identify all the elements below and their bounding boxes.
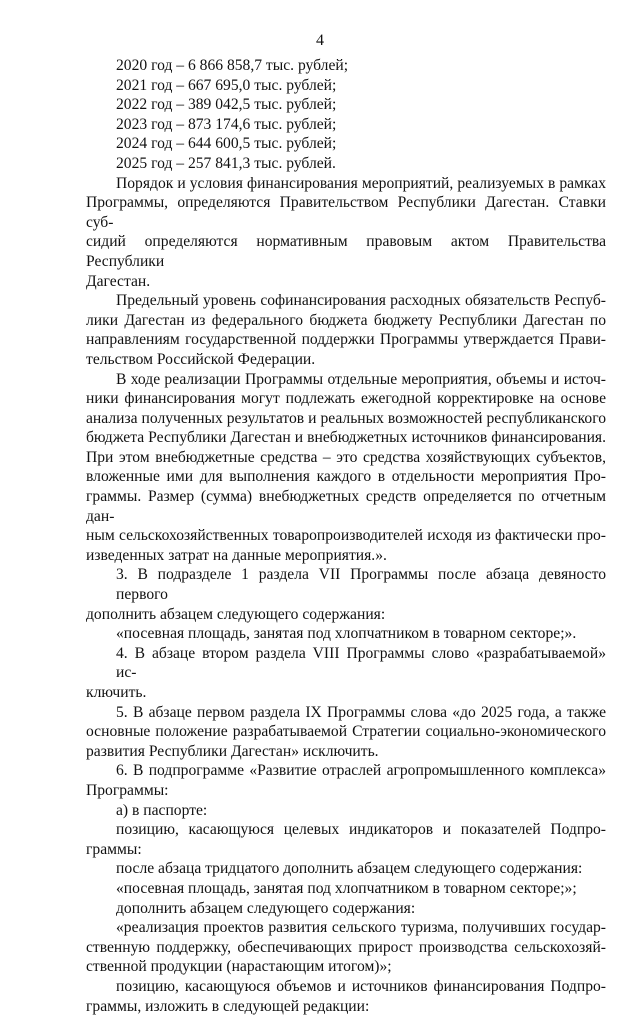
text-line: Предельный уровень софинансирования расходных обязательств Респуб- [86,291,606,311]
text-line: изведенных затрат на данные мероприятия.». [86,546,606,566]
text-line: дополнить абзацем следующего содержания: [86,899,606,919]
text-line: «посевная площадь, занятая под хлопчатником в товарном секторе;». [86,624,606,644]
text-line: 2020 год – 6 866 858,7 тыс. рублей; [86,56,606,76]
text-line: При этом внебюджетные средства – это средства хозяйствующих субъектов, [86,448,606,468]
text-line: сидий определяются нормативным правовым актом Правительства Республики [86,232,606,271]
text-line: 2021 год – 667 695,0 тыс. рублей; [86,76,606,96]
text-line: 2023 год – 873 174,6 тыс. рублей; [86,115,606,135]
text-line: после абзаца тридцатого дополнить абзацем следующего содержания: [86,859,606,879]
text-line: В ходе реализации Программы отдельные мероприятия, объемы и источ- [86,370,606,390]
text-line: 3. В подразделе 1 раздела VII Программы после абзаца девяносто первого [86,565,606,604]
text-line: ственную поддержку, обеспечивающих прирост производства сельскохозяй- [86,938,606,958]
text-line: а) в паспорте: [86,801,606,821]
text-line: 5. В абзаце первом раздела IX Программы слова «до 2025 года, а также [86,703,606,723]
text-line: «посевная площадь, занятая под хлопчатником в товарном секторе;»; [86,879,606,899]
text-line: 6. В подпрограмме «Развитие отраслей агропромышленного комплекса» [86,761,606,781]
text-line: анализа полученных результатов и реальных возможностей республиканского [86,409,606,429]
text-line: развития Республики Дагестан» исключить. [86,742,606,762]
document-body [86,56,606,1016]
text-line: позицию, касающуюся целевых индикаторов и показателей Подпро- [86,820,606,840]
text-line: основные положение разрабатываемой Стратегии социально-экономического [86,722,606,742]
text-line: 2024 год – 644 600,5 тыс. рублей; [86,134,606,154]
text-line: Программы, определяются Правительством Республики Дагестан. Ставки суб- [86,193,606,232]
text-line: 4. В абзаце втором раздела VIII Программы слово «разрабатываемой» ис- [86,644,606,683]
text-line: «реализация проектов развития сельского туризма, получивших государ- [86,918,606,938]
text-line: тельством Российской Федерации. [86,350,606,370]
text-line: дополнить абзацем следующего содержания: [86,605,606,625]
text-line: позицию, касающуюся объемов и источников финансирования Подпро- [86,977,606,997]
text-line: Дагестан. [86,272,606,292]
text-line: ключить. [86,683,606,703]
text-line: граммы: [86,840,606,860]
text-line: 2025 год – 257 841,3 тыс. рублей. [86,154,606,174]
text-line: 2022 год – 389 042,5 тыс. рублей; [86,95,606,115]
text-line: ственной продукции (нарастающим итогом)»; [86,957,606,977]
text-line: вложенные ими для выполнения каждого в отдельности мероприятия Про- [86,467,606,487]
text-line: граммы. Размер (сумма) внебюджетных средств определяется по отчетным дан- [86,487,606,526]
text-line: направлениям государственной поддержки Программы утверждается Прави- [86,330,606,350]
text-line: ным сельскохозяйственных товаропроизводителей исходя из фактически про- [86,526,606,546]
text-line: Порядок и условия финансирования мероприятий, реализуемых в рамках [86,174,606,194]
text-line: бюджета Республики Дагестан и внебюджетных источников финансирования. [86,428,606,448]
text-line: граммы, изложить в следующей редакции: [86,997,606,1016]
text-line: лики Дагестан из федерального бюджета бюджету Республики Дагестан по [86,311,606,331]
page-number: 4 [0,32,640,50]
text-line: Программы: [86,781,606,801]
text-line: ники финансирования могут подлежать ежегодной корректировке на основе [86,389,606,409]
